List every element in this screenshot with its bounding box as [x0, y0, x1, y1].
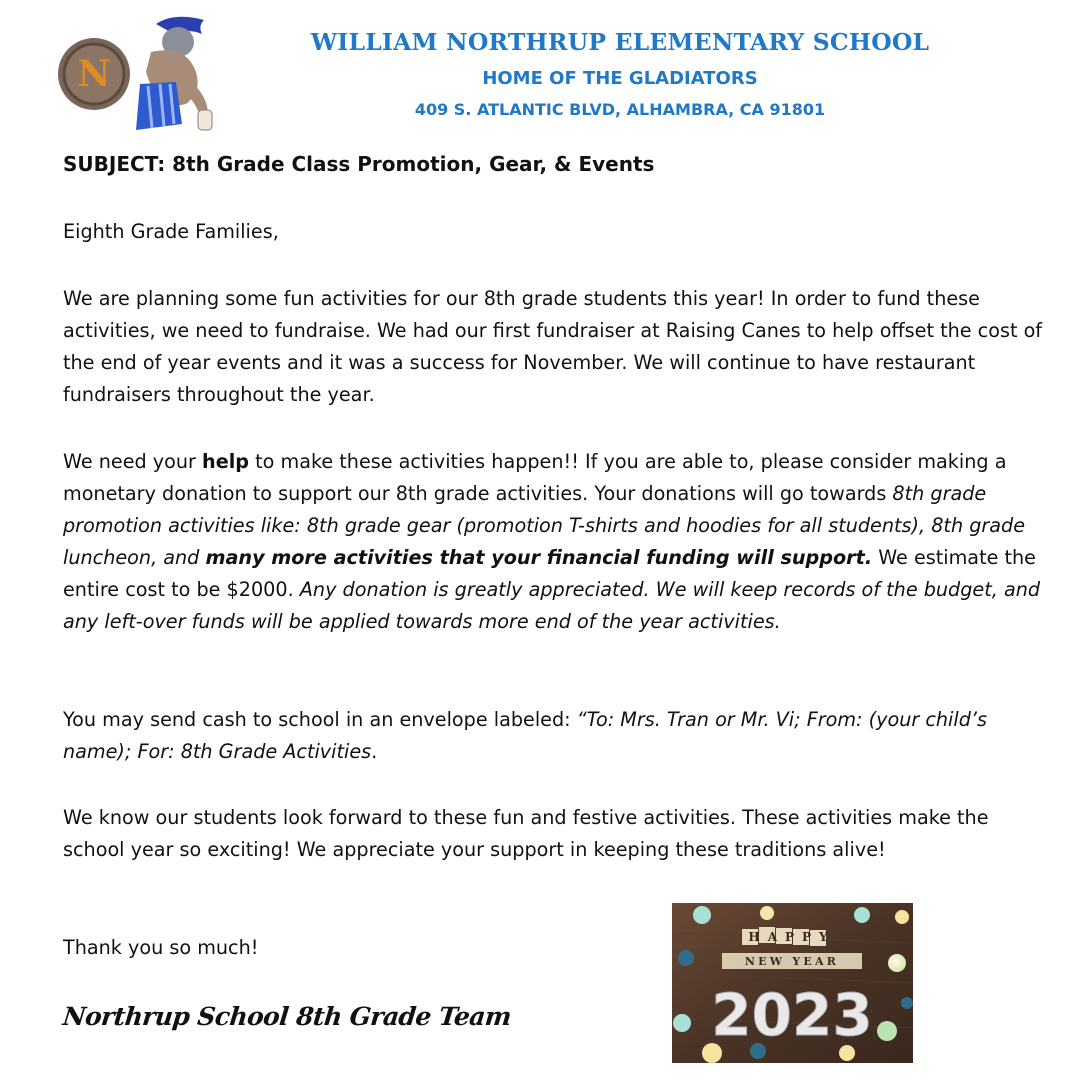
greeting: Eighth Grade Families,	[63, 220, 279, 243]
p3-b: “To: Mrs. Tran or Mr. Vi; From: (your child’s name); For: 8th Grade Activities	[63, 708, 987, 763]
p3-a: You may send cash to school in an envelope labeled:	[63, 708, 577, 731]
logo-letter: N	[77, 53, 111, 95]
p2-c: to make these activities happen!! If you are able to, please consider making a monetary donation to support our 8th grade activities. Your donations will go towards	[63, 450, 1007, 505]
happy-new-year-image	[672, 903, 913, 1063]
paragraph-thanks-support-text: We know our students look forward to these fun and festive activities. These activities make the school year so exciting! We appreciate your support in keeping these traditions alive!	[63, 806, 989, 861]
p2-e: many more activities that your financial funding will support.	[205, 546, 873, 569]
school-tagline: HOME OF THE GLADIATORS	[482, 68, 758, 89]
p2-f: We estimate the entire cost to be $2000.	[63, 546, 1036, 601]
p2-a: We need your	[63, 450, 203, 473]
school-name: WILLIAM NORTHRUP ELEMENTARY SCHOOL	[310, 28, 930, 56]
letter-subject: SUBJECT: 8th Grade Class Promotion, Gear, & Events	[63, 152, 655, 176]
paragraph-fundraising-text: We are planning some fun activities for our 8th grade students this year! In order to fund these activities, we need to fundraise. We had our first fundraiser at Raising Canes to help offset the cost of the end of year events and it was a success for November. We will continue to have restaurant fundraisers throughout the year.	[63, 287, 1043, 406]
gladiator-logo	[56, 12, 224, 136]
tiles-new-year: NEW YEAR	[744, 955, 840, 968]
paragraph-envelope	[63, 704, 1053, 768]
paragraph-fundraising	[63, 283, 1053, 411]
closing: Thank you so much!	[63, 936, 259, 959]
paragraph-thanks-support	[63, 802, 1053, 866]
p3-c: .	[371, 740, 378, 763]
signature: Northrup School 8th Grade Team	[61, 1002, 513, 1031]
p2-help: help	[202, 450, 250, 473]
school-address: 409 S. ATLANTIC BLVD, ALHAMBRA, CA 91801	[414, 100, 826, 119]
tiles-happy: HAPPY	[748, 930, 836, 944]
year-2023: 2023	[711, 981, 873, 1049]
p2-g: Any donation is greatly appreciated. We will keep records of the budget, and any left-over funds will be applied towards more end of the year activities.	[63, 578, 1041, 633]
p2-d: 8th grade promotion activities like: 8th grade gear (promotion T-shirts and hoodies for all students), 8th grade luncheon, and	[63, 482, 1026, 569]
paragraph-donation	[63, 446, 1053, 638]
